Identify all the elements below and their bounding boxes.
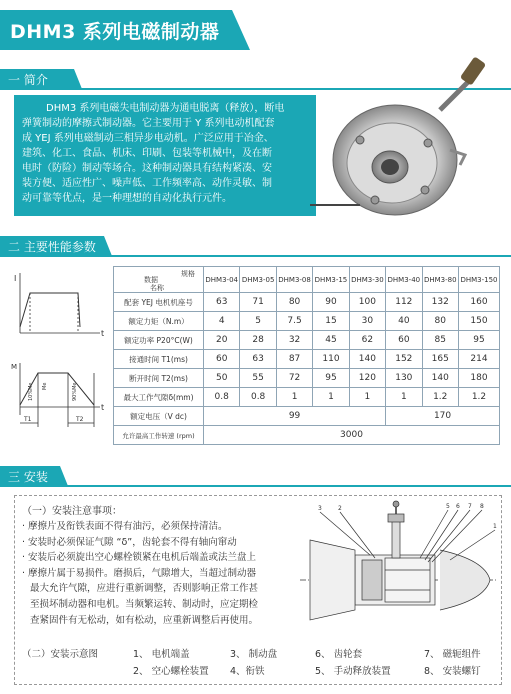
table-row (114, 312, 500, 331)
table-cell: 80 (276, 293, 312, 312)
table-cell: 5 (240, 312, 276, 331)
table-cell: 1 (276, 388, 312, 407)
legend-item: 8、 安装螺钉 (424, 666, 481, 677)
legend-item: 6、 齿轮套 (315, 649, 363, 660)
intro-line: 弹簧制动的摩擦式制动器。它主要用于 Y 系列电动机配套 (22, 118, 275, 129)
graph-annotation: Me (42, 382, 48, 390)
list-item: 最大允许气隙，应进行重新调整，否则影响正常工作甚 (30, 583, 259, 595)
table-cell: 130 (386, 369, 422, 388)
brake-product-image (300, 55, 505, 220)
diagram-number: 3 (318, 505, 322, 512)
column-header: DHM3-04 (204, 267, 240, 293)
table-row (114, 331, 500, 350)
table-cell: 3000 (204, 426, 500, 445)
legend-item: 7、 磁轭组件 (424, 649, 481, 660)
diagram-number: 6 (456, 503, 460, 510)
table-cell: 15 (313, 312, 349, 331)
table-cell: 90 (313, 293, 349, 312)
table-row (114, 369, 500, 388)
column-header: DHM3-40 (386, 267, 422, 293)
table-cell: 30 (349, 312, 385, 331)
list-item: 查紧固件有无松动，如有松动，应重新调整后再使用。 (30, 614, 259, 626)
table-cell: 95 (313, 369, 349, 388)
intro-line: 装方便、适应性广、噪声低、工作频率高、动作灵敏、制 (22, 178, 272, 189)
row-label: 断开时间 T2(ms) (114, 369, 204, 388)
table-cell: 180 (458, 369, 499, 388)
table-cell: 140 (349, 350, 385, 369)
list-item: · 摩擦片及衔铁表面不得有油污，必须保持清洁。 (22, 521, 228, 532)
diagram-number: 2 (338, 505, 342, 512)
torque-axis-label: M (11, 363, 18, 371)
row-label: 额定力矩（N.m） (114, 312, 204, 331)
table-cell: 63 (204, 293, 240, 312)
table-cell: 60 (204, 350, 240, 369)
table-cell: 1 (386, 388, 422, 407)
diagram-number: 1 (493, 523, 497, 530)
table-cell: 1.2 (422, 388, 458, 407)
table-cell: 150 (458, 312, 499, 331)
row-label: 配套 YEJ 电机机座号 (114, 293, 204, 312)
table-cell: 120 (349, 369, 385, 388)
diagram-title: （二）安装示意图 (22, 649, 99, 660)
row-label: 额定电压（V dc) (114, 407, 204, 426)
graph-annotation: T2 (76, 416, 84, 423)
spec-table (113, 266, 500, 445)
table-cell: 87 (276, 350, 312, 369)
legend-item: 4、衔铁 (230, 666, 265, 677)
table-cell: 99 (204, 407, 386, 426)
row-label: 接通时间 T1(ms) (114, 350, 204, 369)
table-corner-cell: 规格 数据 名称 (114, 267, 204, 293)
install-notes-title: （一）安装注意事项： (22, 506, 122, 517)
table-cell: 50 (204, 369, 240, 388)
intro-line: DHM3 系列电磁失电制动器为通电脱离（释放），断电 (46, 103, 285, 114)
intro-line: 建筑、化工、食品、机床、印刷、包装等机械中，及在断 (22, 148, 272, 159)
table-cell: 7.5 (276, 312, 312, 331)
table-cell: 63 (240, 350, 276, 369)
table-cell: 132 (422, 293, 458, 312)
table-cell: 170 (386, 407, 500, 426)
table-cell: 1.2 (458, 388, 499, 407)
table-cell: 1 (349, 388, 385, 407)
table-cell: 165 (422, 350, 458, 369)
current-torque-graphs (8, 265, 108, 435)
column-header: DHM3-15 (313, 267, 349, 293)
table-cell: 4 (204, 312, 240, 331)
table-row (114, 293, 500, 312)
list-item: · 安装时必须保证气隙 “δ”，齿轮套不得有轴向窜动 (22, 536, 237, 548)
table-row (114, 350, 500, 369)
table-cell: 40 (386, 312, 422, 331)
table-cell: 1 (313, 388, 349, 407)
row-label: 最大工作气隙δ(mm) (114, 388, 204, 407)
section-intro-title: 一 简介 (8, 73, 48, 87)
table-cell: 112 (386, 293, 422, 312)
row-label: 允许最高工作转速 (rpm) (114, 426, 204, 445)
row-label: 额定功率 P20°C(W) (114, 331, 204, 350)
section-performance-title: 二 主要性能参数 (8, 240, 96, 254)
table-cell: 28 (240, 331, 276, 350)
intro-line: 成 YEJ 系列电磁制动三相异步电动机。广泛应用于冶金、 (22, 133, 274, 144)
column-header: DHM3-05 (240, 267, 276, 293)
table-cell: 72 (276, 369, 312, 388)
section-performance-header (0, 236, 511, 256)
table-row (114, 426, 500, 445)
table-cell: 152 (386, 350, 422, 369)
table-cell: 100 (349, 293, 385, 312)
diagram-number: 7 (468, 503, 472, 510)
graph-annotation: 10%Me (28, 382, 34, 401)
list-item: · 摩擦片属于易损件。磨损后，气隙增大，当超过制动器 (22, 567, 257, 579)
installation-diagram (300, 500, 498, 640)
column-header: DHM3-08 (276, 267, 312, 293)
column-header: DHM3-30 (349, 267, 385, 293)
column-header: DHM3-150 (458, 267, 499, 293)
table-row (114, 407, 500, 426)
time-axis-label: t (101, 329, 105, 338)
table-cell: 85 (422, 331, 458, 350)
legend-item: 2、 空心螺栓装置 (133, 666, 209, 677)
section-install-header (0, 466, 511, 486)
table-cell: 32 (276, 331, 312, 350)
table-header-row (114, 267, 500, 293)
page-title: DHM3 系列电磁制动器 (10, 21, 220, 43)
table-cell: 0.8 (240, 388, 276, 407)
table-cell: 80 (422, 312, 458, 331)
table-cell: 214 (458, 350, 499, 369)
current-axis-label: I (14, 274, 17, 283)
diagram-number: 5 (446, 503, 450, 510)
time-axis-label: t (101, 403, 105, 412)
table-cell: 95 (458, 331, 499, 350)
table-cell: 20 (204, 331, 240, 350)
table-cell: 71 (240, 293, 276, 312)
column-header: DHM3-80 (422, 267, 458, 293)
table-cell: 160 (458, 293, 499, 312)
table-cell: 60 (386, 331, 422, 350)
intro-line: 电时（防险）制动等场合。这种制动器具有结构紧凑、安 (22, 163, 272, 174)
legend-item: 3、 制动盘 (230, 649, 278, 660)
list-item: · 安装后必须旋出空心螺栓锁紧在电机后端盖或法兰盘上 (22, 552, 257, 564)
list-item: 至损坏制动器和电机。当频繁运转、制动时，应定期检 (30, 598, 259, 610)
table-cell: 45 (313, 331, 349, 350)
table-row (114, 388, 500, 407)
current-graph (20, 273, 100, 333)
intro-text-box (14, 95, 316, 216)
diagram-number: 8 (480, 503, 484, 510)
table-cell: 62 (349, 331, 385, 350)
intro-line: 动可靠等优点，是一种理想的自动化执行元件。 (22, 193, 232, 204)
table-cell: 55 (240, 369, 276, 388)
section-install-title: 三 安装 (8, 470, 48, 484)
legend-item: 5、 手动释放装置 (315, 666, 391, 677)
table-cell: 0.8 (204, 388, 240, 407)
install-notes-list (22, 519, 296, 628)
table-cell: 140 (422, 369, 458, 388)
graph-annotation: 90%Me (72, 382, 78, 401)
legend-item: 1、 电机端盖 (133, 649, 190, 660)
graph-annotation: T1 (24, 416, 32, 423)
table-cell: 110 (313, 350, 349, 369)
